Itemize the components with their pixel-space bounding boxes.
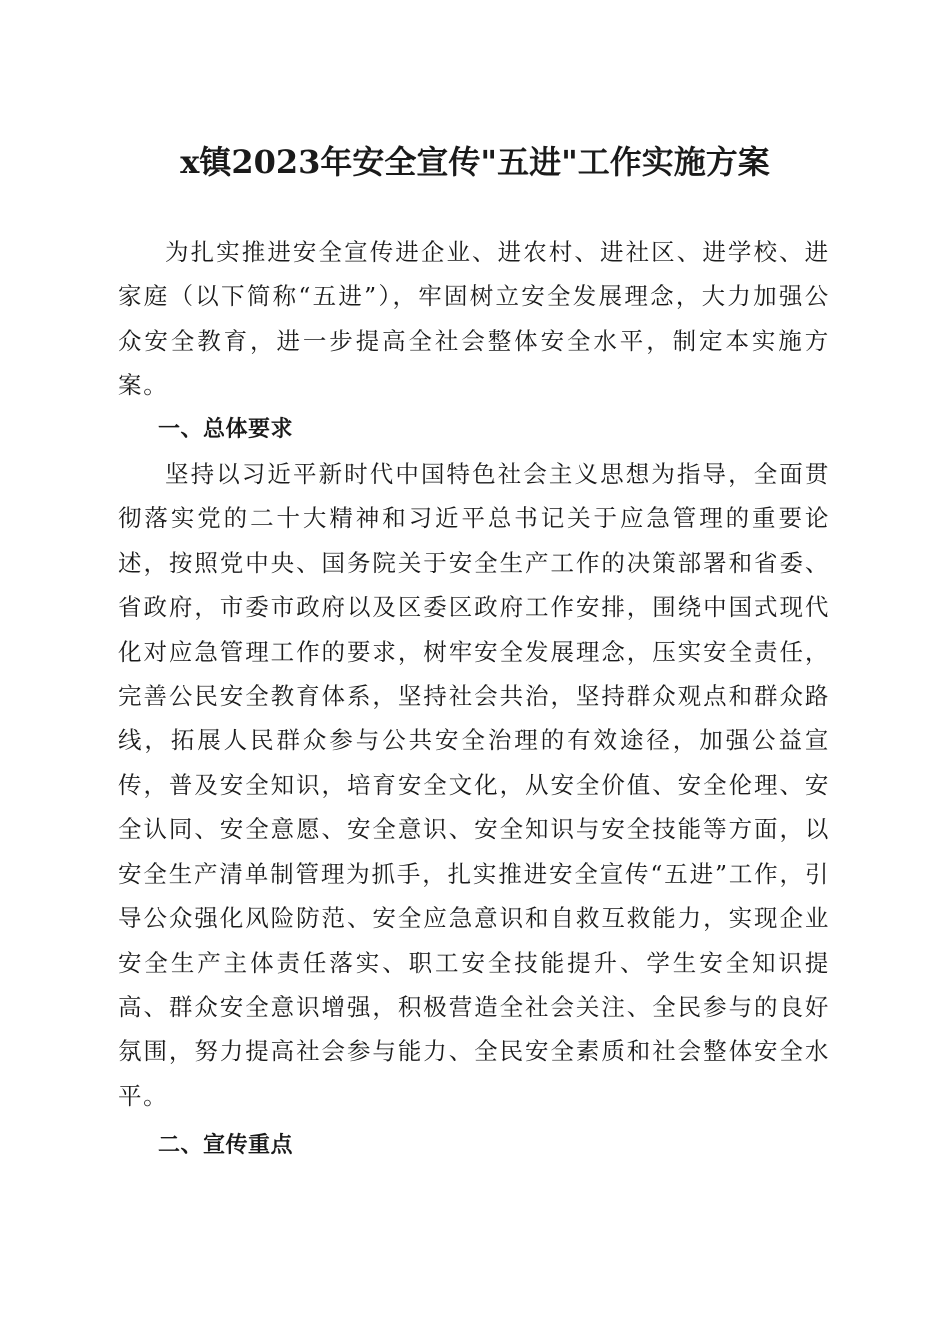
intro-paragraph: 为扎实推进安全宣传进企业、进农村、进社区、进学校、进家庭（以下简称“五进”），牢固树立安全发展理念，大力加强公众安全教育，进一步提高全社会整体安全水平，制定本实施方案。 [118, 238, 830, 400]
document-body [118, 230, 830, 1169]
general-requirements-paragraph: 坚持以习近平新时代中国特色社会主义思想为指导，全面贯彻落实党的二十大精神和习近平总书记关于应急管理的重要论述，按照党中央、国务院关于安全生产工作的决策部署和省委、省政府，市委市政府以及区委区政府工作安排，围绕中国式现代化对应急管理工作的要求，树牢安全发展理念，压实安全责任，完善公民安全教育体系，坚持社会共治，坚持群众观点和群众路线，拓展人民群众参与公共安全治理的有效途径，加强公益宣传，普及安全知识，培育安全文化，从安全价值、安全伦理、安全认同、安全意愿、安全意识、安全知识与安全技能等方面，以安全生产清单制管理为抓手，扎实推进安全宣传“五进”工作，引导公众强化风险防范、安全应急意识和自救互救能力，实现企业安全生产主体责任落实、职工安全技能提升、学生安全知识提高、群众安全意识增强，积极营造全社会关注、全民参与的良好氛围，努力提高社会参与能力、全民安全素质和社会整体安全水平。 [118, 460, 830, 1110]
section-heading-publicity-focus: 二、宣传重点 [158, 1133, 294, 1159]
document-title: x镇2023年安全宣传"五进"工作实施方案 [180, 143, 770, 181]
section-heading-general-requirements: 一、总体要求 [158, 416, 294, 442]
